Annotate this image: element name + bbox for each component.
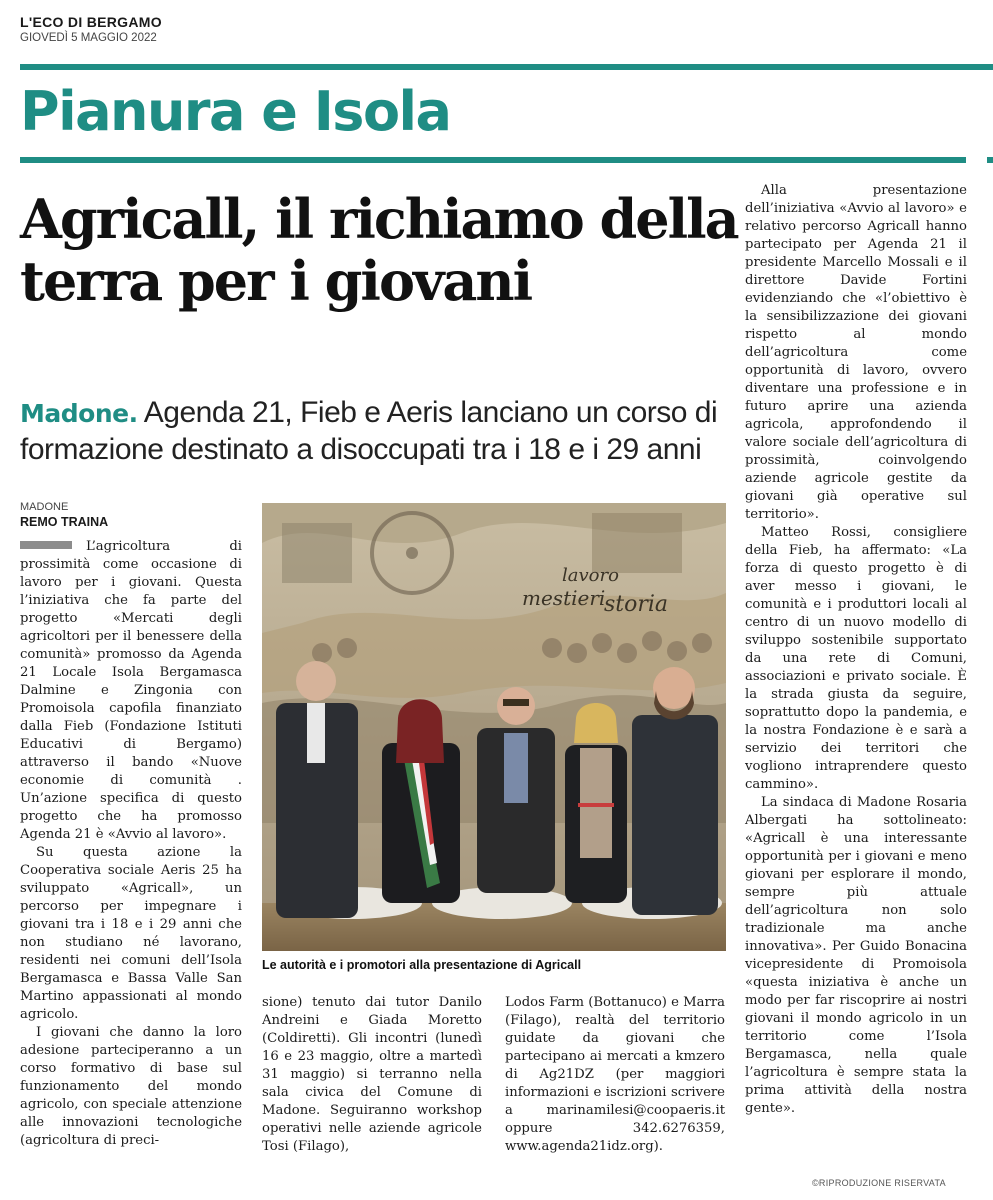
article-headline: Agricall, il richiamo della terra per i giovani (20, 187, 738, 313)
paragraph-text: L’agricoltura di prossimità come occasione di lavoro per i giovani. Questa l’iniziativa che fa parte del progetto «Mercati degli agricoltori per il benessere della comunità» promosso da Agenda 21 Locale Isola Bergamasca Dalmine e Zingonia con Promoisola capofila finanziato dalla Fieb (Fondazione Istituti Educativi di Bergamo) attraverso il bando «Nuove economie di comunità . Un’azione specifica di questo progetto che ha promosso Agenda 21 è «Avvio al lavoro». (20, 539, 242, 842)
article-subhead (20, 395, 740, 468)
group-photo-image (262, 503, 726, 951)
mural-word-mestieri: mestieri (522, 586, 606, 610)
paragraph: Su questa azione la Cooperativa sociale Aeris 25 ha sviluppato «Agricall», un percorso per impegnare i giovani tra i 18 e i 29 anni che non studiano né lavorano, residenti nei comuni dell’Isola Bergamasca e Bassa Valle San Martino appassionati al mondo agricolo. (20, 845, 242, 1022)
section-rule-bottom (20, 157, 966, 163)
newspaper-name: L'ECO DI BERGAMO (20, 14, 162, 30)
section-title: Pianura e Isola (20, 80, 451, 143)
mural-word-storia: storia (604, 592, 669, 617)
article-photo (262, 503, 726, 951)
edge-rule (987, 157, 993, 163)
byline-location: MADONE (20, 501, 69, 513)
paragraph: Matteo Rossi, consigliere della Fieb, ha affermato: «La forza di questo progetto è di aver messo i giovani, le comunità e i produttori locali al centro di un nuovo modello di sviluppo sostenibile supportato da una rete di Comuni, associazioni e privato sociale. È la strada giusta da seguire, soprattutto dopo la pandemia, e la nostra Fondazione è e sarà a servizio dei territori che vogliono intraprendere questo cammino». (745, 525, 967, 792)
lead-marker (20, 541, 72, 549)
section-rule-top (20, 64, 993, 70)
issue-date: GIOVEDÌ 5 MAGGIO 2022 (20, 32, 157, 44)
paragraph: Lodos Farm (Bottanuco) e Marra (Filago), realtà del territorio guidate da giovani che partecipano ai mercati a kmzero di Ag21DZ (per maggiori informazioni e iscrizioni scrivere a marinamilesi@coopaeris.it oppure 342.6276359, www.agenda21idz.org). (505, 995, 725, 1154)
paragraph: La sindaca di Madone Rosaria Albergati ha sottolineato: «Agricall è una interessante opportunità per i giovani e meno giovani per esplorare il mondo, sempre più attuale dell’agricoltura non solo tradizionale ma anche innovativa». Per Guido Bonacina vicepresidente di Promoisola «questa iniziativa è anche un modo per far riscoprire ai nostri giovani il mondo agricolo in un territorio come l’Isola Bergamasca, nella quale l’agricoltura è sempre stata la prima attività della nostra gente». (745, 795, 967, 1116)
paragraph: Alla presentazione dell’iniziativa «Avvio al lavoro» e relativo percorso Agricall hanno partecipato per Agenda 21 il presidente Marcello Mossali e il direttore Davide Fortini evidenziando che «l’obiettivo è la sensibilizzazione dei giovani rispetto al mondo dell’agricoltura come opportunità di lavoro, ovvero diventare una professione e in futuro aprire una azienda agricola, approfondendo il valore sociale dell’agricoltura di prossimità, coinvolgendo aziende agricole gestite da giovani già operative sul territorio». (745, 183, 967, 522)
masthead (20, 14, 162, 44)
article-column-3 (505, 994, 725, 1156)
paragraph: sione) tenuto dai tutor Danilo Andreini e Giada Moretto (Coldiretti). Gli incontri (lunedì 16 e 23 maggio, oltre a martedì 31 maggio) si terranno nella sala civica del Comune di Madone. Seguiranno workshop operativi nelle aziende agricole Tosi (Filago), (262, 995, 482, 1154)
copyright-notice: ©RIPRODUZIONE RISERVATA (812, 1178, 946, 1188)
photo-caption: Le autorità e i promotori alla presentazione di Agricall (262, 958, 582, 972)
mural-word-lavoro: lavoro (562, 565, 619, 586)
byline (20, 501, 108, 529)
byline-author: REMO TRAINA (20, 515, 109, 529)
paragraph (20, 538, 242, 844)
article-column-1 (20, 538, 242, 1150)
paragraph: I giovani che danno la loro adesione parteciperanno a un corso formativo di base sul funzionamento del mondo agricolo, con speciale attenzione alle innovazioni tecnologiche (agricoltura di preci- (20, 1025, 242, 1148)
article-column-4 (745, 182, 967, 1118)
article-column-2 (262, 994, 482, 1156)
subhead-kicker: Madone. (20, 399, 138, 428)
subhead-text: Agenda 21, Fieb e Aeris lanciano un corso di formazione destinato a disoccupati tra i 18 e i 29 anni (20, 396, 718, 466)
